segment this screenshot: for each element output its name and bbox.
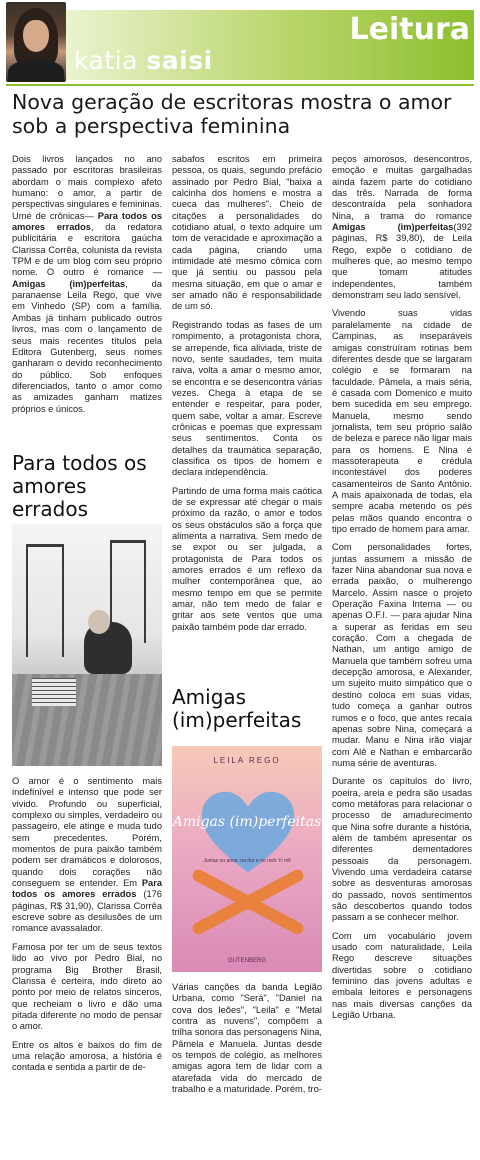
cover-publisher: GUTENBERG	[227, 958, 266, 964]
cover-tagline: Juntas no amor, na dor e no rock 'n' roll	[203, 858, 291, 864]
paragraph: sabafos escritos em primeira pessoa, os quais, segundo prefácio assinado por Pedro Bial, "baixa a calcinha dos homens e mostra a cueca das mulheres". Cheio de citações a personalidades do cotidiano atual, o texto adquire um tom de veracidade e aproximação a cada página, criando uma intimidade até mesmo cômica com que já sentiu ou passou pela mesma situação, em que o amar e ser amado não é responsabilidade de um só.	[172, 154, 322, 312]
header-divider	[6, 84, 474, 86]
paragraph: O amor é o sentimento mais indefinível e intenso que pode ser vivido. Profundo ou superficial, complexo ou simples, verdadeiro ou passageiro, ele atinge e muda tudo sem precedentes. Porém, momentos de pura paixão também podem ser dramáticos e dolorosos, quando dois corações não conseguem se entender. Em Para todos os amores errados (176 páginas, R$ 31,90), Clarissa Corrêa escreve sobre as desilusões de um romance avassalador.	[12, 776, 162, 934]
paragraph: Registrando todas as fases de um rompimento, a protagonista chora, se arrepende, fica aliviada, triste de novo, sente saudades, tem muita raiva, volta a amar o mesmo amor, se encontra e se desencontra várias vezes. Chega à etapa de se entender e respeitar, para poder, quem sabe, voltar a amar. Escreve crônicas e poemas que expressam seus sentimentos. Conta os detalhes da traumática separação, classifica os tipos de homem e declara independência.	[172, 319, 322, 478]
author-first-name: katia	[74, 46, 138, 75]
section-title: Leitura	[349, 12, 470, 47]
cover-title: Amigas (im)perfeitas	[172, 814, 322, 830]
column-1-top	[12, 154, 162, 422]
subheading-amigas: Amigas (im)perfeitas	[172, 685, 302, 732]
column-1-bottom	[12, 776, 162, 1081]
column-2-bottom	[172, 982, 322, 1102]
paragraph: Entre os altos e baixos do fim de uma relação amorosa, a história é contada e sentida a partir de de-	[12, 1039, 162, 1073]
paragraph: Com um vocabulário jovem usado com naturalidade, Leila Rego descreve situações divertidas sobre o cotidiano feminino das jovens adultas e embala leitores e personagens nas mais diversas canções da Legião Urbana.	[332, 930, 472, 1021]
author-last-name: saisi	[146, 46, 213, 75]
paragraph: Várias canções da banda Legião Urbana, como "Será", "Daniel na cova dos leões", "Leila" e "Metal contra as nuvens", compõem a trilha sonora das personagens Nina, Pâmela e Manuela. Juntas desde os tempos de colégio, as melhores amigas agora tem de lidar com a atarefada vida do mercado de trabalho e a maturidade. Porém, tro-	[172, 982, 322, 1095]
article-headline: Nova geração de escritoras mostra o amor sob a perspectiva feminina	[12, 90, 452, 138]
paragraph: Partindo de uma forma mais caótica de se expressar até chegar o mais próximo da razão, o amor e todos os seus obstáculos são a força que alimenta a narrativa. Sem medo de se expor ou ser julgada, a protagonista de Para todos os amores errados é um reflexo da mulher contemporânea que, ao mesmo tempo em que se permite amar, não tem medo de falar e gritar aos sete ventos que uma paixão também pode dar errado.	[172, 485, 322, 632]
paragraph: Vivendo suas vidas paralelamente na cidade de Campinas, as inseparáveis amigas construíram rotinas bem diferentes desde que se largaram colégio e se formaram na faculdade. Pâmela, a mais séria, é casada com Domenico e muito bem sucedida em seu emprego. Manuela, mesmo sendo jornalista, tem seu próprio salão de beleza e parece não ligar mais para os homens. E Nina é massoterapeuta e crédula incontestável dos poderes casamenteiros de Santo Antônio. A mais apaixonada de todas, ela sempre acaba metendo os pés pelas mãos quando encontra o tipo errado de homem para amar.	[332, 308, 472, 534]
paragraph: Com personalidades fortes, juntas assumem a missão de fazer Nina abandonar sua nova e errada paixão, o mulherengo Marcelo. Assim nasce o projeto Operação Faxina Interna — ou apenas O.F.I. — para ajudar Nina a superar as feridas em seu coração. Com a chegada de Nathan, um antigo amigo de Manuela que também sofreu uma decepção amorosa, e Alexander, um sujeito muito simpático que o destino coloca em suas vidas, tudo começa a ganhar outros rumos e o foco, que antes recaía apenas sobre Nina, começará a mudar. Manu e Nina irão viajar com Alê e Nathan e embarcarão numa série de aventuras.	[332, 542, 472, 768]
paragraph: peços amorosos, desencontros, emoção e muitas gargalhadas ainda fazem parte do cotidiano das três. Narrada de forma descontraída pela sonhadora Nina, a trama do romance Amigas (im)perfeitas(392 páginas, R$ 39,80), de Leila Rego, expõe o cotidiano de mulheres que, ao mesmo tempo que tomam atitudes independentes, também demonstram seu lado sensível.	[332, 154, 472, 301]
book-cover	[172, 746, 322, 972]
paragraph: Durante os capítulos do livro, poeira, areia e pedra são usadas como metáforas para relacionar o processo de amadurecimento que Nina sofre durante a história, além de também apresentar os diferentes dementadores pessoais da personagem. Vivendo uma verdadeira catarse sobre as desventuras amorosas do passado, novos sentimentos são descobertos quando todos passam a se conhecer melhor.	[332, 776, 472, 923]
column-header	[0, 0, 480, 88]
paragraph: Dois livros lançados no ano passado por escritoras brasileiras abordam o mais complexo afeto humano: o amor, a partir de perspectivas singulares e femininas. Umé de crônicas— Para todos os amores errados, da redatora publicitária e escritora gaúcha Clarissa Corrêa, colunista da revista TPM e de um blog com seu próprio nome. O outro é romance — Amigas (im)perfeitas, da paranaense Leila Rego, que vive em Vinhedo (SP) com a família. Ambas já tinham publicado outros livros, mas com o lançamento de seus mais recentes títulos pela Editora Gutenberg, seus nomes ganharam o devido reconhecimento do público. Sob enfoques diferenciados, tanto o amor como as amizades ganham matizes próprios e únicos.	[12, 154, 162, 414]
cover-author: LEILA REGO	[213, 756, 281, 765]
author-name	[74, 46, 213, 75]
article-photo	[12, 524, 162, 766]
subheading-para-todos: Para todos os amores errados	[12, 451, 147, 521]
heart-icon	[200, 788, 296, 878]
column-3	[332, 154, 472, 1028]
column-2-top	[172, 154, 322, 640]
author-photo	[6, 2, 66, 82]
paragraph: Famosa por ter um de seus textos lido ao vivo por Pedro Bial, no programa Big Brother Brasil, Clarissa é certeira, indo direto ao ponto por meio de relatos sinceros, que recheiam o livro e dão uma pitada diferente no modo de pensar o amor.	[12, 941, 162, 1032]
